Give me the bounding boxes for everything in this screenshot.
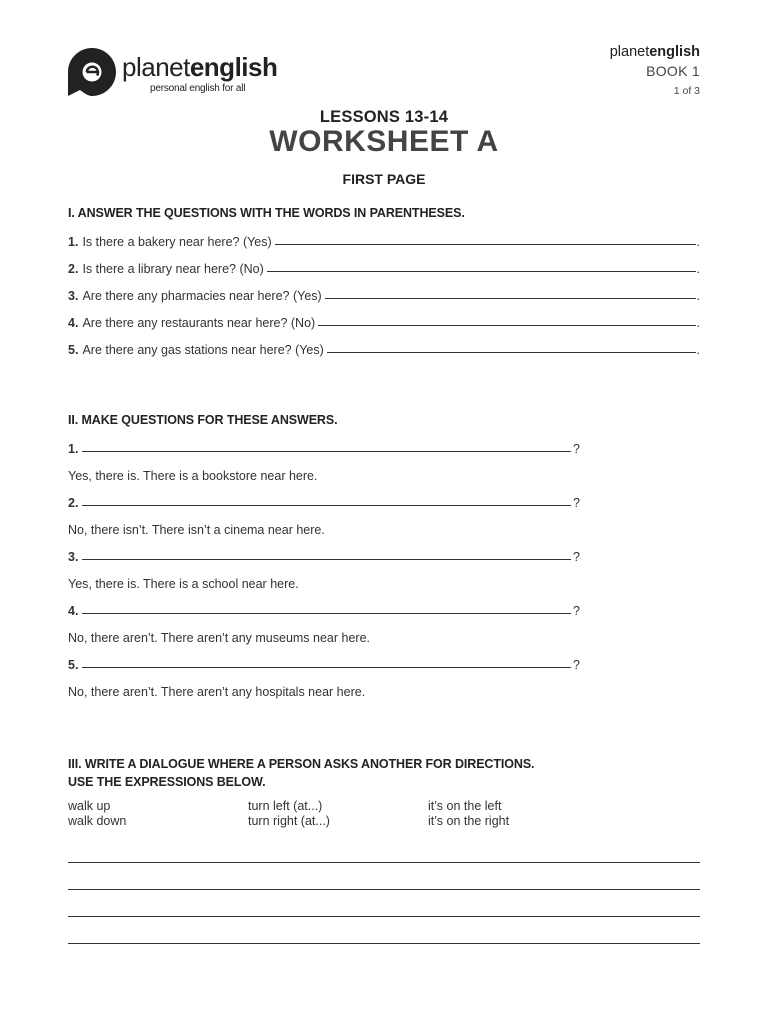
section-3-title-line-2: USE THE EXPRESSIONS BELOW.: [68, 775, 266, 789]
given-answer: No, there aren’t. There aren’t any hospitals near here.: [68, 685, 366, 699]
worksheet-title: WORKSHEET A: [269, 125, 499, 158]
answer-blank[interactable]: [267, 260, 696, 272]
given-answer: No, there aren’t. There aren’t any museums near here.: [68, 631, 371, 645]
question-blank[interactable]: [82, 602, 571, 614]
answer-blank[interactable]: [327, 341, 696, 353]
given-answer: No, there isn’t. There isn’t a cinema near here.: [68, 523, 325, 537]
question-number: 5.: [68, 343, 79, 357]
expression-item: walk down: [68, 814, 127, 828]
question-row: [68, 249, 700, 276]
end-mark: ?: [573, 550, 580, 564]
logo-tagline: personal english for all: [150, 83, 246, 94]
logo-wordmark: planetenglish: [122, 52, 278, 82]
question-blank-row: [68, 537, 580, 564]
answer-blank[interactable]: [325, 287, 696, 299]
question-number: 4.: [68, 604, 79, 618]
question-number: 2.: [68, 496, 79, 510]
question-blank[interactable]: [82, 548, 571, 560]
title-block: [0, 108, 768, 187]
end-mark: .: [696, 343, 700, 357]
end-mark: .: [696, 289, 700, 303]
expression-item: it’s on the right: [428, 814, 510, 828]
end-mark: .: [696, 235, 700, 249]
question-number: 3.: [68, 550, 79, 564]
question-text: Is there a library near here? (No): [82, 262, 264, 276]
expressions-grid: [68, 799, 700, 828]
question-row: [68, 222, 700, 249]
question-blank[interactable]: [82, 440, 571, 452]
question-row: [68, 303, 700, 330]
question-blank[interactable]: [82, 494, 571, 506]
question-blank-row: [68, 591, 580, 618]
dialogue-blank-line[interactable]: [68, 890, 700, 917]
question-blank-row: [68, 645, 580, 672]
given-answer: Yes, there is. There is a bookstore near here.: [68, 469, 318, 483]
question-text: Are there any gas stations near here? (Yes): [82, 343, 324, 357]
question-number: 3.: [68, 289, 79, 303]
section-3-title-line-1: III. WRITE A DIALOGUE WHERE A PERSON ASKS ANOTHER FOR DIRECTIONS.: [68, 757, 535, 771]
section-1-list: [68, 222, 700, 357]
section-write-dialogue: [68, 755, 700, 944]
end-mark: ?: [573, 442, 580, 456]
section-2-title: II. MAKE QUESTIONS FOR THESE ANSWERS.: [68, 413, 338, 427]
question-row: [68, 276, 700, 303]
dialogue-blank-line[interactable]: [68, 917, 700, 944]
expression-item: turn right (at...): [248, 814, 330, 828]
end-mark: ?: [573, 604, 580, 618]
answer-blank[interactable]: [275, 233, 696, 245]
expression-item: it’s on the left: [428, 799, 502, 813]
given-answer: Yes, there is. There is a school near here.: [68, 577, 299, 591]
question-blank-row: [68, 429, 580, 456]
speech-bubble-e-icon: [66, 46, 118, 98]
question-blank[interactable]: [82, 656, 571, 668]
question-row: [68, 330, 700, 357]
page-indicator: 1 of 3: [673, 85, 700, 97]
question-text: Are there any pharmacies near here? (Yes): [82, 289, 322, 303]
question-number: 1.: [68, 442, 79, 456]
lessons-title: LESSONS 13-14: [319, 108, 449, 126]
book-label: BOOK 1: [646, 63, 700, 79]
dialogue-blank-line[interactable]: [68, 863, 700, 890]
question-number: 2.: [68, 262, 79, 276]
header-brand: planetenglish: [609, 44, 700, 60]
header-info: [610, 44, 700, 97]
expression-item: walk up: [68, 799, 111, 813]
end-mark: .: [696, 316, 700, 330]
expression-item: turn left (at...): [248, 799, 323, 813]
end-mark: ?: [573, 496, 580, 510]
question-number: 5.: [68, 658, 79, 672]
question-number: 4.: [68, 316, 79, 330]
question-text: Are there any restaurants near here? (No): [82, 316, 316, 330]
end-mark: .: [696, 262, 700, 276]
first-page-label: FIRST PAGE: [342, 171, 426, 187]
section-answer-questions: [68, 204, 700, 357]
section-1-title: I. ANSWER THE QUESTIONS WITH THE WORDS IN PARENTHESES.: [68, 206, 465, 220]
answer-blank[interactable]: [318, 314, 695, 326]
dialogue-lines: [68, 836, 700, 944]
planetenglish-logo: [66, 46, 286, 102]
end-mark: ?: [573, 658, 580, 672]
question-number: 1.: [68, 235, 79, 249]
section-make-questions: [68, 411, 700, 699]
dialogue-blank-line[interactable]: [68, 836, 700, 863]
question-blank-row: [68, 483, 580, 510]
question-text: Is there a bakery near here? (Yes): [82, 235, 272, 249]
